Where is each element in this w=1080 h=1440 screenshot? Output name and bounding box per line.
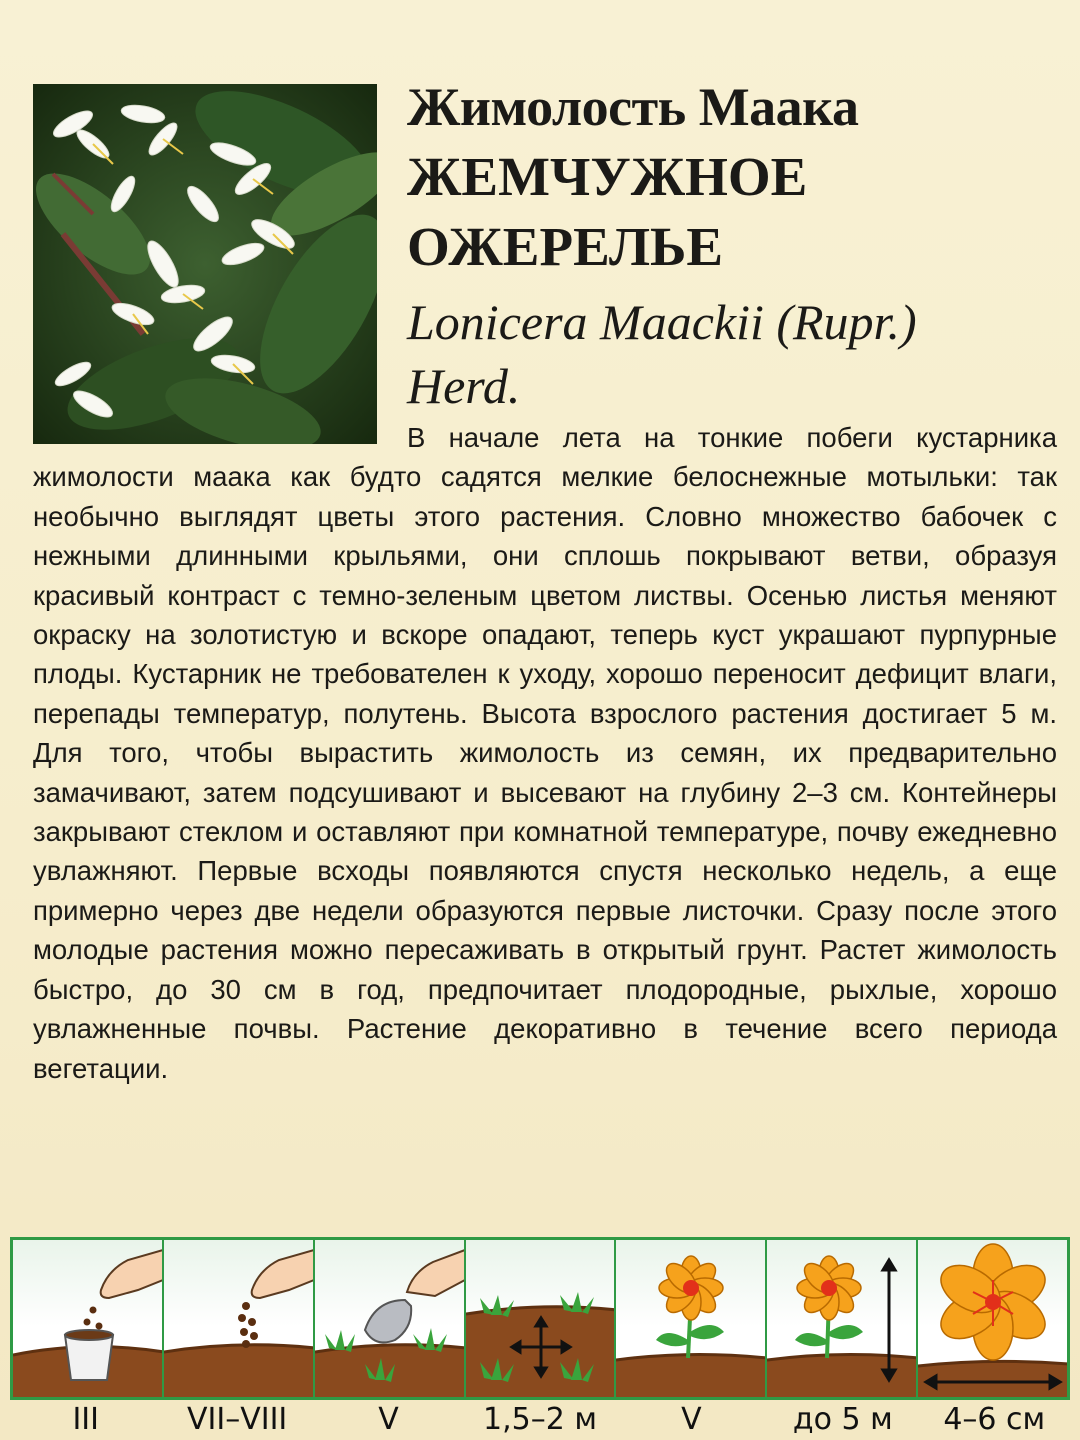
title-latin-line1: Lonicera Maackii (Rupr.) bbox=[407, 294, 917, 350]
width-icon bbox=[918, 1240, 1067, 1397]
description-body: В начале лета на тонкие побеги кустарника жимолости маака как будто садятся мелкие белоснежные мотыльки: так необычно выглядят цветы этого растения. Словно множество бабочек с нежными длинными крыльями, они сплошь покрывают ветви, образуя красивый контраст с темно-зеленым цветом листвы. Осенью листья меняют окраску на золотистую и вскоре опадают, теперь куст украшают пурпурные плоды. Кустарник не требователен к уходу, хорошо переносит дефицит влаги, перепады температур, полутень. Высота взрослого растения достигает 5 м. Для того, чтобы вырастить жимолость из семян, их предварительно замачивают, затем подсушивают и высевают на глубину 2–3 см. Контейнеры закрывают стеклом и оставляют при комнатной температуре, почву ежедневно увлажняют. Первые всходы появляются спустя несколько недель, а еще примерно через две недели образуются первые листочки. Сразу после этого молодые растения можно пересаживать в открытый грунт. Растет жимолость быстро, до 30 см в год, предпочитает плодородные, рыхлые, хорошо увлажненные почвы. Растение декоративно в течение всего периода вегетации. bbox=[33, 422, 1057, 1084]
transplant-icon bbox=[315, 1240, 466, 1397]
label-sowing-pot: III bbox=[72, 1402, 99, 1437]
description-text bbox=[33, 418, 1057, 1088]
plant-photo bbox=[33, 84, 377, 444]
flowering-icon bbox=[616, 1240, 767, 1397]
sowing-pot-icon bbox=[13, 1240, 164, 1397]
label-transplant: V bbox=[378, 1402, 399, 1437]
title-species: Жимолость Маака bbox=[407, 77, 859, 137]
title-variety-line1: ЖЕМЧУЖНОЕ bbox=[407, 146, 808, 207]
height-icon bbox=[767, 1240, 918, 1397]
label-flowering: V bbox=[681, 1402, 702, 1437]
title-block bbox=[407, 72, 1057, 418]
growing-pictograms bbox=[10, 1237, 1070, 1400]
label-sowing-ground: VII–VIII bbox=[186, 1402, 288, 1437]
label-spacing: 1,5–2 м bbox=[482, 1402, 597, 1437]
label-height: до 5 м bbox=[792, 1402, 893, 1437]
title-variety-line2: ОЖЕРЕЛЬЕ bbox=[407, 216, 724, 277]
title-latin-line2: Herd. bbox=[407, 358, 521, 414]
text-indent bbox=[33, 446, 407, 447]
pictogram-labels bbox=[10, 1400, 1070, 1440]
sowing-ground-icon bbox=[164, 1240, 315, 1397]
label-width: 4–6 см bbox=[943, 1402, 1046, 1437]
spacing-icon bbox=[466, 1240, 617, 1397]
